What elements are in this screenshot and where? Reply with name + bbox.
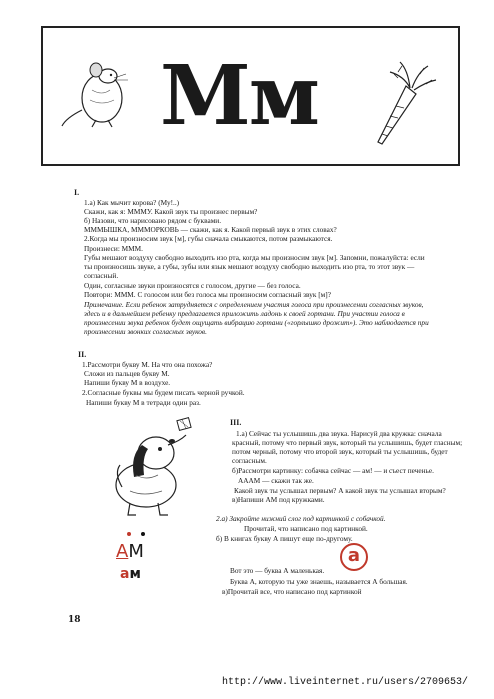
section-3-numeral: III. (230, 418, 242, 427)
s1-note-4: произнесении звонких согласных звуков. (84, 327, 207, 336)
source-url[interactable]: http://www.liveinternet.ru/users/2709653/ (222, 677, 469, 688)
s1-note-3: произнесении звука ребенок будет ощущать вибрацию гортани («горлышко дрожит»). Это наблюдается при (84, 318, 429, 327)
s1-line-6: Произнеси: МММ. (84, 244, 143, 253)
s1-line-5: 2.Когда мы произносим звук [м], губы сначала смыкаются, потом размыкаются. (84, 234, 333, 243)
dog-illustration (100, 415, 210, 520)
s4-line-2: Прочитай, что написано под картинкой. (244, 524, 368, 533)
s2-line-3: Напиши букву М в воздухе. (84, 378, 171, 387)
s1-line-4: МММЫШКА, МММОРКОВЬ — скажи, как я. Какой первый звук в этих словах? (84, 225, 337, 234)
section-2-numeral: II. (78, 350, 87, 359)
vowel-dot-red (127, 532, 131, 536)
syllable-lower-cons: м (129, 566, 141, 582)
s1-line-3: б) Назови, что нарисовано рядом с буквами. (84, 216, 222, 225)
s4-line-5: Буква А, которую ты уже знаешь, называется А большая. (230, 577, 408, 586)
s2-line-4: 2.Согласные буквы мы будем писать черной ручкой. (82, 388, 245, 397)
s1-line-2: Скажи, как я: МММУ. Какой звук ты произнес первым? (84, 207, 258, 216)
syllable-upper (116, 541, 144, 562)
s3-line-5: б)Рассмотри картинку: собачка сейчас — ам! — и съест печенье. (232, 466, 434, 475)
s3-line-1: 1.а) Сейчас ты услышишь два звука. Нарисуй два кружка: сначала (236, 429, 442, 438)
mouse-illustration (58, 60, 148, 130)
circled-letter-a: а (340, 543, 368, 571)
syllable-lower (120, 566, 141, 582)
s3-line-7: Какой звук ты услышал первым? А какой звук ты услышал вторым? (234, 486, 446, 495)
s3-line-4: согласным. (232, 456, 267, 465)
carrot-illustration (360, 58, 440, 148)
s1-line-10: Один, согласные звуки произносятся с голосом, другие — без голоса. (84, 281, 301, 290)
s3-line-2: красный, потому что первый звук, который ты услышишь, будет гласным; (232, 438, 463, 447)
big-letter-mm: Мм (160, 48, 318, 144)
syllable-upper-vowel: А (116, 541, 129, 562)
s4-line-6: в)Прочитай все, что написано под картинкой (222, 587, 362, 596)
s4-line-1: 2.а) Закройте нижний слог под картинкой с собачкой. (216, 514, 386, 523)
s3-line-8: в)Напиши АМ под кружками. (232, 495, 325, 504)
s3-line-6: АААМ — скажи так же. (238, 476, 314, 485)
s2-line-2: Сложи из пальцев букву М. (84, 369, 170, 378)
consonant-dot-black (141, 532, 145, 536)
page-number: 18 (68, 615, 81, 625)
s1-line-1: 1.а) Как мычит корова? (Му!..) (84, 198, 180, 207)
s3-line-3: потом черный, потому что второй звук, который ты услышишь, будет (232, 447, 448, 456)
syllable-lower-vowel: а (120, 566, 130, 582)
section-1-numeral: I. (74, 188, 80, 197)
s1-note-2: здесь и в дальнейшем ребенку предлагается приложить ладонь к своей гортани. При участии голоса в (84, 309, 405, 318)
s2-line-5: Напиши букву М в тетради один раз. (86, 398, 201, 407)
s1-line-11: Повтори: МММ. С голосом или без голоса мы произносим согласный звук [м]? (84, 290, 331, 299)
s2-line-1: 1.Рассмотри букву М. На что она похожа? (82, 360, 213, 369)
s1-line-7: Губы мешают воздуху свободно выходить изо рта, когда мы произносим звук [м]. Запомни, пожалуйста: если (84, 253, 425, 262)
s4-line-3: б) В книгах букву А пишут еще по-другому. (216, 534, 353, 543)
s1-line-9: согласный. (84, 271, 119, 280)
syllable-upper-cons: М (128, 541, 144, 562)
s1-line-8: ты произносишь звуке, а губы, зубы или язык мешают воздуху свободно выходить изо рта, то этот звук — (84, 262, 415, 271)
s4-line-4: Вот это — буква А маленькая. (230, 566, 325, 575)
s1-note-1: Примечание. Если ребенок затрудняется с определением участия голоса при произнесении согласных звуков, (84, 300, 424, 309)
